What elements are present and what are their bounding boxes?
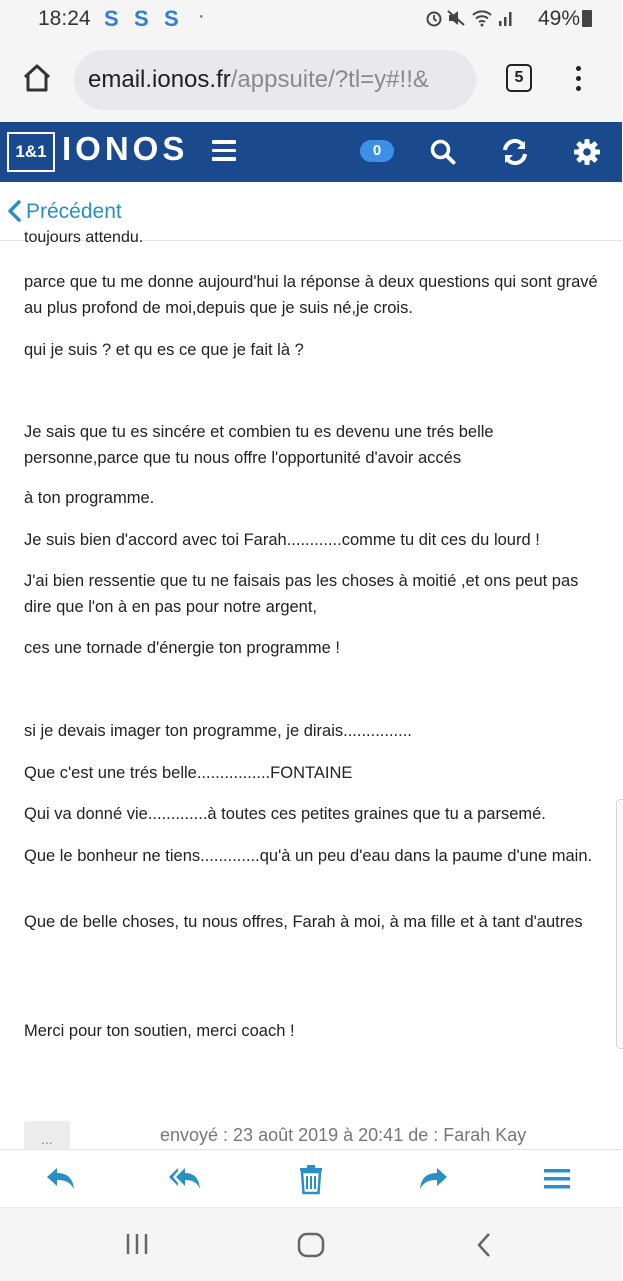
message-paragraph: Que c'est une trés belle................FONTAINE [24, 764, 353, 782]
tab-switcher-button[interactable]: 5 [506, 64, 532, 92]
message-paragraph: Que de belle choses, tu nous offres, Farah à moi, à ma fille et à tant d'autres [24, 913, 583, 931]
recent-apps-icon[interactable] [124, 1232, 150, 1256]
message-paragraph: si je devais imager ton programme, je dirais............... [24, 722, 412, 740]
reply-icon[interactable] [44, 1163, 78, 1195]
chevron-left-icon[interactable] [6, 200, 22, 222]
message-paragraph: à ton programme. [24, 489, 155, 507]
trash-icon[interactable] [294, 1163, 328, 1195]
message-paragraph: Que le bonheur ne tiens.............qu'à un peu d'eau dans la paume d'une main. [24, 847, 593, 865]
url-host: email.ionos.fr [88, 66, 231, 93]
reply-all-icon[interactable] [168, 1163, 202, 1195]
search-icon[interactable] [428, 137, 458, 167]
more-menu-icon[interactable] [540, 1163, 574, 1195]
home-icon[interactable] [22, 62, 52, 94]
sent-info: envoyé : 23 août 2019 à 20:41 de : Farah Kay [160, 1125, 527, 1145]
unread-count-badge[interactable]: 0 [360, 140, 394, 162]
logo-box: 1&1 [7, 132, 55, 172]
battery-indicator [538, 7, 592, 31]
show-quoted-button[interactable]: ... [24, 1121, 70, 1151]
message-paragraph: parce que tu me donne aujourd'hui la réponse à deux questions qui sont gravé au plus profond de moi,depuis que je suis né,je crois. [24, 273, 598, 317]
status-bar [0, 0, 622, 40]
mail-action-toolbar [0, 1149, 622, 1208]
url-text [88, 66, 429, 94]
browser-menu-icon[interactable] [576, 66, 582, 96]
app-header [0, 122, 622, 182]
mute-icon [446, 9, 466, 27]
wifi-icon [472, 9, 492, 27]
scrollbar[interactable] [616, 799, 623, 1049]
status-time: 18:24 [38, 7, 91, 30]
message-body [0, 229, 622, 1149]
browser-toolbar [0, 40, 622, 122]
message-paragraph: Qui va donné vie.............à toutes ces petites graines que tu a parsemé. [24, 805, 546, 823]
notification-app-icon: S [134, 6, 149, 31]
message-paragraph: Je suis bien d'accord avec toi Farah............comme tu dit ces du lourd ! [24, 531, 540, 549]
back-button-icon[interactable] [474, 1232, 494, 1258]
hamburger-menu-icon[interactable] [212, 140, 236, 162]
message-paragraph: Merci pour ton soutien, merci coach ! [24, 1022, 295, 1040]
forward-icon[interactable] [416, 1163, 450, 1195]
refresh-icon[interactable] [500, 137, 530, 167]
logo-text: IONOS [62, 130, 189, 167]
notification-app-icon: S [104, 6, 119, 31]
back-link[interactable]: Précédent [26, 200, 122, 223]
message-paragraph: J'ai bien ressentie que tu ne faisais pas les choses à moitié ,et ons peut pas dire que l'on à en pas pour notre argent, [24, 572, 579, 616]
message-paragraph: qui je suis ? et qu es ce que je fait là ? [24, 341, 304, 359]
alarm-icon [424, 9, 444, 27]
battery-icon [582, 10, 592, 27]
signal-icon [496, 9, 516, 27]
home-button-icon[interactable] [297, 1232, 325, 1258]
more-notifications-dot: · [198, 5, 205, 27]
notification-app-icon: S [164, 6, 179, 31]
battery-percent: 49% [537, 7, 580, 30]
message-text-partial: toujours attendu. [24, 229, 144, 246]
settings-gear-icon[interactable] [572, 137, 602, 167]
url-path: /appsuite/?tl=y#!!& [230, 66, 429, 93]
message-paragraph: Je sais que tu es sincére et combien tu es devenu une trés belle personne,parce que tu nous offre l'opportunité d'avoir accés [24, 423, 494, 467]
address-bar[interactable] [74, 50, 476, 110]
system-nav-bar [0, 1207, 622, 1281]
message-paragraph: ces une tornade d'énergie ton programme ! [24, 639, 340, 657]
